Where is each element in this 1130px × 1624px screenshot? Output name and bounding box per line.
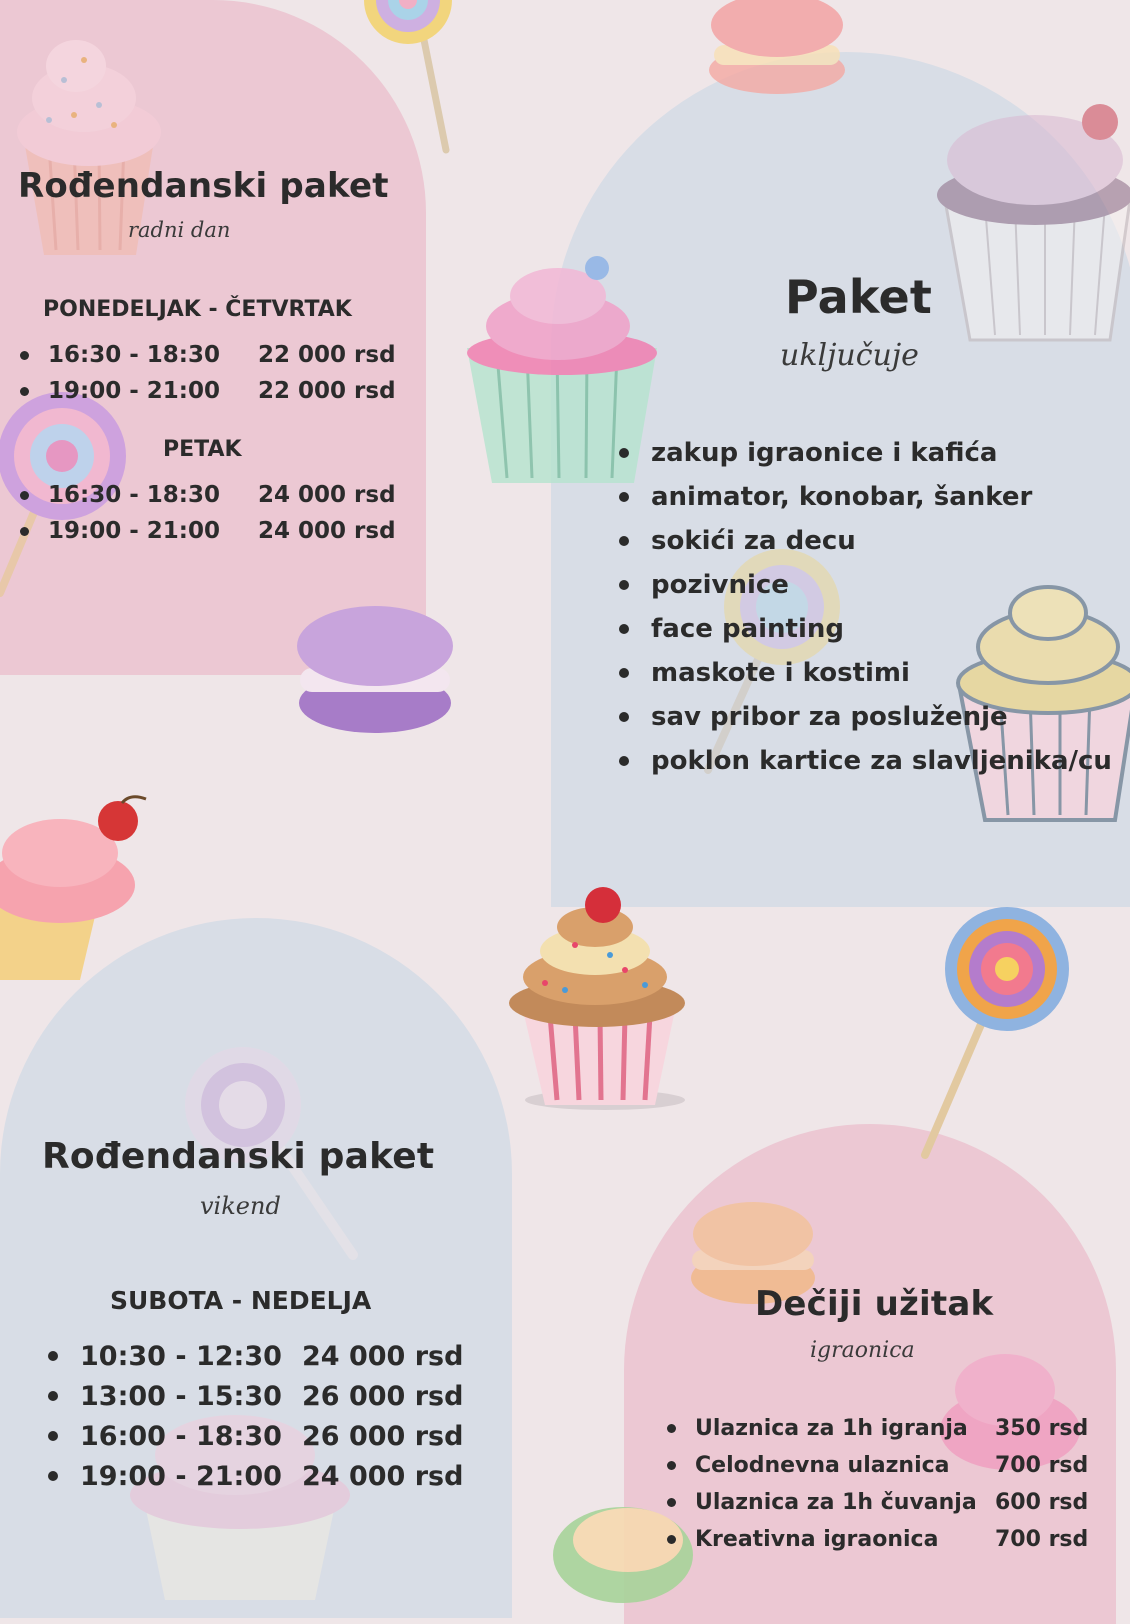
price: 22 000 rsd [258,342,396,368]
list-item [695,1521,1105,1558]
price: 350 rsd [995,1416,1089,1441]
list-item [48,513,408,549]
price: 600 rsd [995,1490,1089,1515]
ticket-name: Celodnevna ulaznica [695,1453,950,1478]
list-item: zakup igraonice i kafića [651,431,1112,475]
time-slot: 16:30 - 18:30 [48,342,220,368]
cupcake-icon [462,248,662,498]
price: 22 000 rsd [258,378,396,404]
list-item [48,337,408,373]
price: 24 000 rsd [302,1460,464,1492]
cupcake-icon [505,885,685,1115]
list-item [695,1484,1105,1521]
time-slot: 19:00 - 21:00 [80,1460,282,1492]
ticket-name: Kreativna igraonica [695,1527,939,1552]
weekday-subtitle: radni dan [128,218,231,242]
weekend-heading: SUBOTA - NEDELJA [110,1286,372,1315]
list-item: pozivnice [651,563,1112,607]
time-slot: 19:00 - 21:00 [48,378,220,404]
list-item [695,1410,1105,1447]
weekend-title: Rođendanski paket [42,1136,435,1177]
time-slot: 16:00 - 18:30 [80,1420,282,1452]
weekday-list-mon-thu [48,337,408,409]
package-subtitle: uključuje [780,338,919,373]
time-slot: 10:30 - 12:30 [80,1340,282,1372]
list-item: face painting [651,607,1112,651]
price: 700 rsd [995,1527,1089,1552]
list-item [48,477,408,513]
package-title: Paket [785,270,933,324]
weekend-subtitle: vikend [200,1192,281,1220]
list-item [80,1416,472,1456]
price: 26 000 rsd [302,1420,464,1452]
package-items-list [651,431,1112,783]
lollipop-icon [358,0,468,160]
weekday-title: Rođendanski paket [18,166,389,206]
time-slot: 13:00 - 15:30 [80,1380,282,1412]
list-item [48,373,408,409]
weekday-list-fri [48,477,408,549]
cupcake-icon [0,795,150,985]
lollipop-icon [915,905,1075,1165]
price: 24 000 rsd [258,482,396,508]
list-item: animator, konobar, šanker [651,475,1112,519]
weekday-heading-mon-thu: PONEDELJAK - ČETVRTAK [43,297,352,322]
macaron-icon [702,0,852,100]
playroom-subtitle: igraonica [810,1338,915,1363]
ticket-name: Ulaznica za 1h čuvanja [695,1490,977,1515]
list-item [80,1336,472,1376]
cupcake-icon [935,70,1130,350]
time-slot: 19:00 - 21:00 [48,518,220,544]
list-item: poklon kartice za slavljenika/cu [651,739,1112,783]
ticket-name: Ulaznica za 1h igranja [695,1416,968,1441]
time-slot: 16:30 - 18:30 [48,482,220,508]
price: 700 rsd [995,1453,1089,1478]
weekend-list [80,1336,472,1496]
price: 24 000 rsd [258,518,396,544]
playroom-title: Dečiji užitak [755,1284,994,1324]
weekday-heading-fri: PETAK [163,437,242,462]
price: 26 000 rsd [302,1380,464,1412]
list-item: sokići za decu [651,519,1112,563]
price: 24 000 rsd [302,1340,464,1372]
list-item [695,1447,1105,1484]
list-item [80,1456,472,1496]
list-item: sav pribor za posluženje [651,695,1112,739]
macaron-icon [292,598,458,738]
playroom-list [695,1410,1105,1558]
list-item: maskote i kostimi [651,651,1112,695]
list-item [80,1376,472,1416]
